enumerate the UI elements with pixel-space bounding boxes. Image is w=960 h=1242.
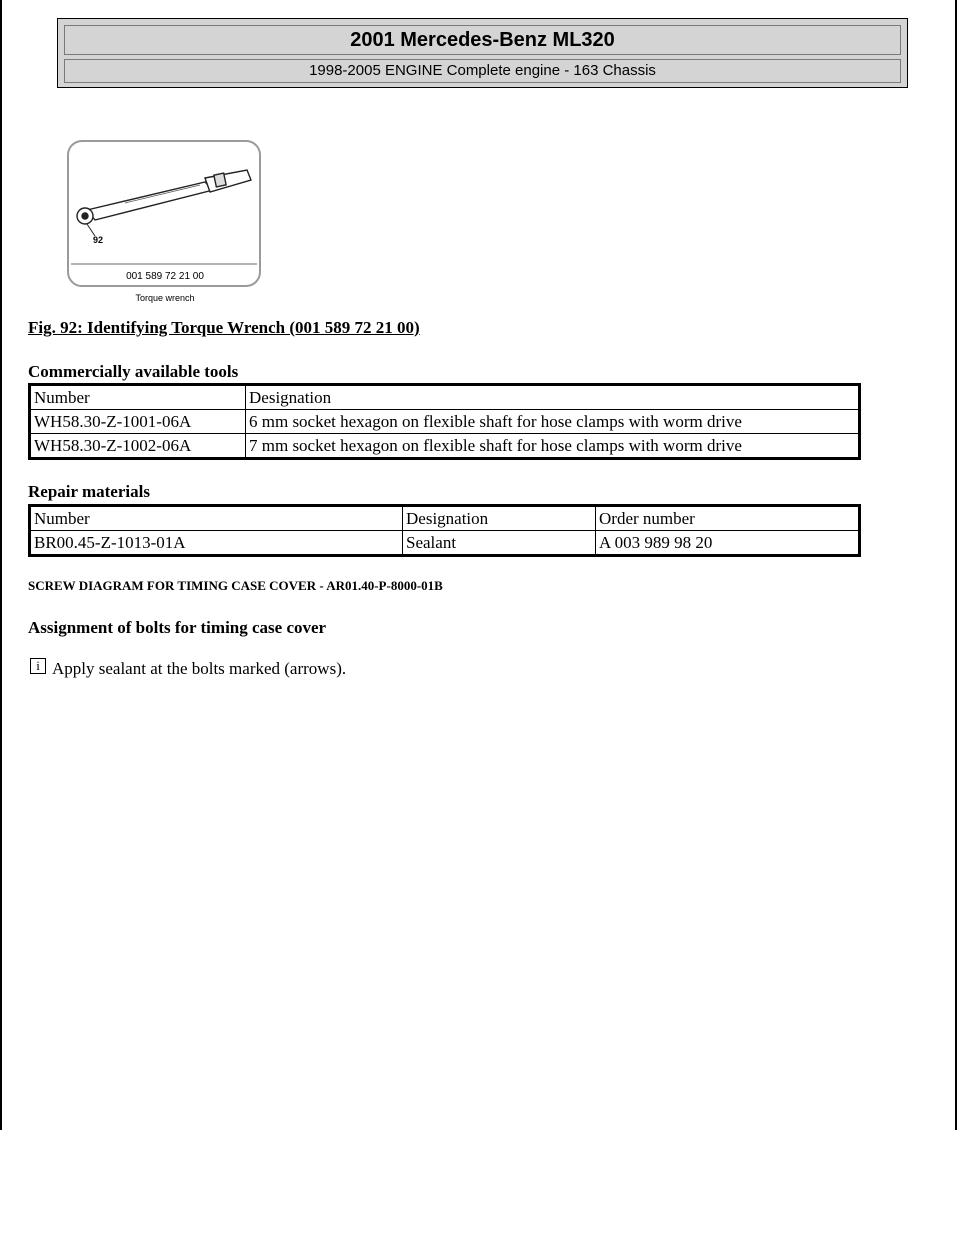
column-header: Number: [30, 385, 246, 410]
column-header: Number: [30, 506, 403, 531]
figure-caption: Fig. 92: Identifying Torque Wrench (001 589 72 21 00): [28, 318, 420, 337]
column-header: Order number: [596, 506, 860, 531]
repair-materials-heading: Repair materials: [28, 482, 150, 501]
table-cell: A 003 989 98 20: [596, 531, 860, 556]
table-cell: 6 mm socket hexagon on flexible shaft for hose clamps with worm drive: [246, 410, 860, 434]
page-border-left: [0, 0, 2, 1130]
torque-wrench-figure: [65, 138, 265, 308]
figure-callout: 92: [93, 235, 104, 245]
screw-diagram-heading: SCREW DIAGRAM FOR TIMING CASE COVER - AR01.40-P-8000-01B: [28, 578, 443, 593]
table-cell: WH58.30-Z-1001-06A: [30, 410, 246, 434]
table-row: [30, 410, 860, 434]
header-subtitle: 1998-2005 ENGINE Complete engine - 163 Chassis: [64, 59, 901, 83]
table-cell: Sealant: [403, 531, 596, 556]
table-cell: BR00.45-Z-1013-01A: [30, 531, 403, 556]
sealant-note-text: Apply sealant at the bolts marked (arrows).: [52, 659, 347, 678]
column-header: Designation: [246, 385, 860, 410]
sealant-note: [28, 659, 346, 680]
commercial-tools-heading: Commercially available tools: [28, 362, 239, 381]
info-icon: i: [30, 658, 46, 674]
table-row: [30, 531, 860, 556]
header-title: 2001 Mercedes-Benz ML320: [64, 25, 901, 55]
table-cell: WH58.30-Z-1002-06A: [30, 434, 246, 459]
figure-part-number: 001 589 72 21 00: [126, 271, 204, 282]
page-border-right: [955, 0, 957, 1130]
table-cell: 7 mm socket hexagon on flexible shaft for hose clamps with worm drive: [246, 434, 860, 459]
table-row: [30, 434, 860, 459]
table-header-row: [30, 506, 860, 531]
column-header: Designation: [403, 506, 596, 531]
commercial-tools-table: [28, 383, 861, 460]
repair-materials-table: [28, 504, 861, 557]
figure-label: Torque wrench: [135, 293, 195, 303]
page-header: [57, 18, 908, 88]
bolt-assignment-heading: Assignment of bolts for timing case cover: [28, 618, 327, 637]
table-header-row: [30, 385, 860, 410]
